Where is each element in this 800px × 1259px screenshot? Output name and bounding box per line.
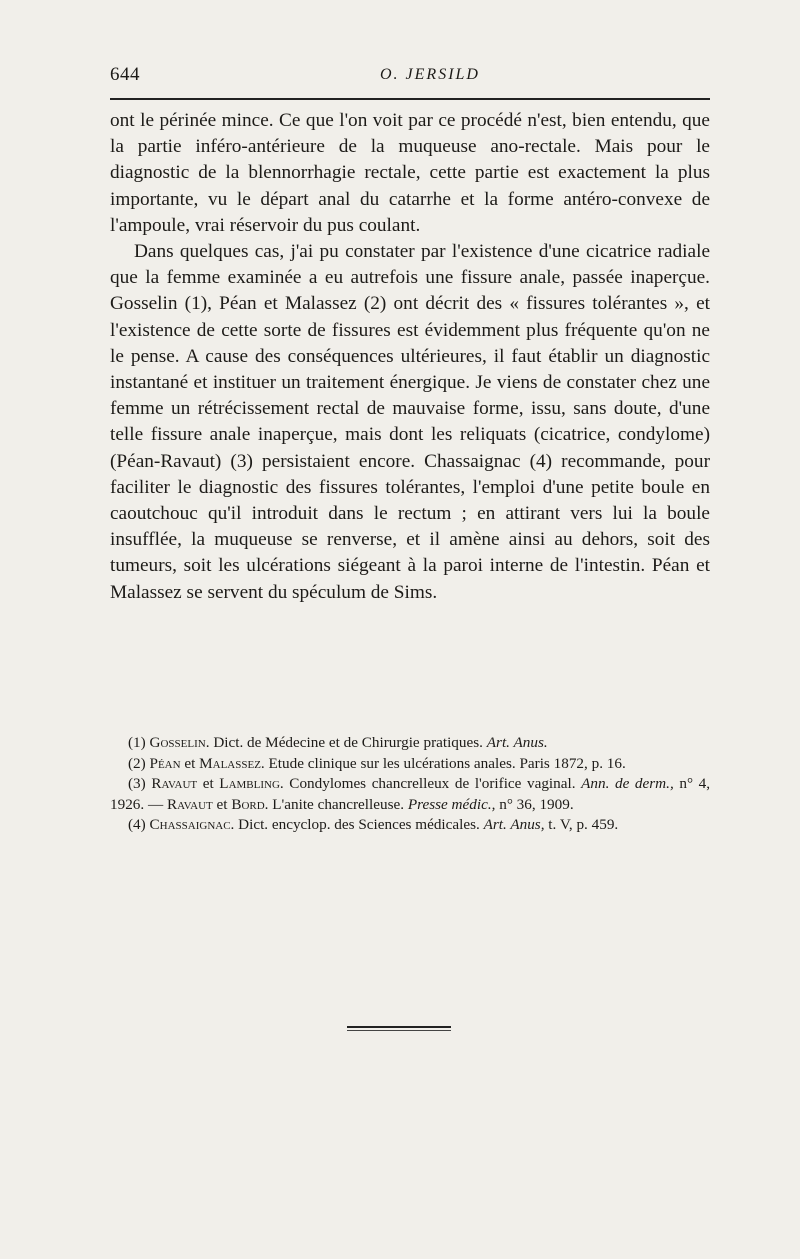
footnote-2 — [110, 754, 710, 775]
footnote-author: Ravaut — [151, 775, 198, 793]
footnote-author: Bord. — [231, 795, 269, 813]
footnote-number: (1) — [128, 734, 150, 751]
page-number: 644 — [110, 64, 140, 85]
footnote-text: et — [180, 754, 200, 772]
footnote-italic: Art. Anus. — [486, 734, 548, 751]
footnote-text: et — [197, 775, 220, 793]
footnote-text: L'anite chancrelleuse. — [268, 795, 408, 813]
footnote-text: Condylomes chancrelleux de l'orifice vaginal. — [283, 775, 582, 793]
header-rule — [110, 98, 710, 100]
page-header — [110, 64, 710, 94]
footnote-italic: Art. Anus, — [483, 816, 545, 834]
running-head: O. JERSILD — [380, 66, 480, 83]
footnote-italic: Presse médic., — [407, 795, 496, 813]
footnote-text: et — [212, 795, 232, 813]
footnote-text: Dict. encyclop. des Sciences médicales. — [234, 816, 484, 834]
footnote-text: n° 36, 1909. — [495, 795, 574, 813]
footnote-author: Chassaignac. — [149, 816, 235, 834]
footnote-text: Dict. de Médecine et de Chirurgie pratiques. — [209, 734, 487, 751]
footnote-text: n° 4, 1926. — — [110, 775, 711, 813]
footnote-author: Malassez. — [199, 754, 265, 772]
footnote-author: Lambling. — [219, 775, 284, 793]
footnote-1 — [110, 733, 710, 754]
footnote-author: Gosselin. — [149, 734, 210, 751]
end-rule — [347, 1026, 451, 1028]
footnote-3 — [110, 774, 710, 815]
footnotes — [110, 733, 710, 836]
footnote-text: Etude clinique sur les ulcérations anales. Paris 1872, p. 16. — [264, 754, 626, 772]
paragraph-2: Dans quelques cas, j'ai pu constater par l'existence d'une cicatrice radiale que la femme examinée a eu autrefois une fissure anale, passée inaperçue. Gosselin (1), Péan et Malassez (2) ont décrit des « fissures tolérantes », et l'existence de cette sorte de fissures est évidemment plus fréquente qu'on ne le pense. A cause des conséquences ultérieures, il faut établir un diagnostic instantané et instituer un traitement énergique. Je viens de constater chez une femme un rétrécissement rectal de mauvaise forme, issu, sans doute, d'une telle fissure anale inaperçue, mais dont les reliquats (cicatrice, condylome) (Péan-Ravaut) (3) persistaient encore. Chassaignac (4) recommande, pour faciliter le diagnostic des fissures tolérantes, l'emploi d'une petite boule en caoutchouc qu'il introduit dans le rectum ; en attirant vers lui la boule insufflée, la muqueuse se renverse, et il amène ainsi au dehors, soit des tumeurs, soit les ulcérations siégeant à la paroi interne de l'intestin. Péan et Malassez se servent du spéculum de Sims. — [110, 241, 710, 603]
footnote-text: t. V, p. 459. — [544, 816, 619, 834]
footnote-italic: Ann. de derm., — [581, 775, 674, 793]
paragraph-1: ont le périnée mince. Ce que l'on voit par ce procédé n'est, bien entendu, que la partie inféro-antérieure de la muqueuse ano-rectale. Mais pour le diagnostic de la blennorrhagie rectale, cette partie est exactement la plus importante, vu le départ anal du catarrhe et la forme antéro-convexe de l'ampoule, vrai réservoir du pus coulant. — [110, 110, 710, 236]
footnote-number: (2) — [128, 754, 150, 772]
footnote-4 — [110, 815, 710, 836]
body-text — [110, 108, 710, 606]
footnote-number: (3) — [128, 775, 152, 793]
footnote-author: Ravaut — [166, 795, 213, 813]
footnote-author: Péan — [149, 754, 181, 772]
end-rule-thin — [347, 1030, 451, 1031]
footnote-number: (4) — [128, 816, 150, 834]
